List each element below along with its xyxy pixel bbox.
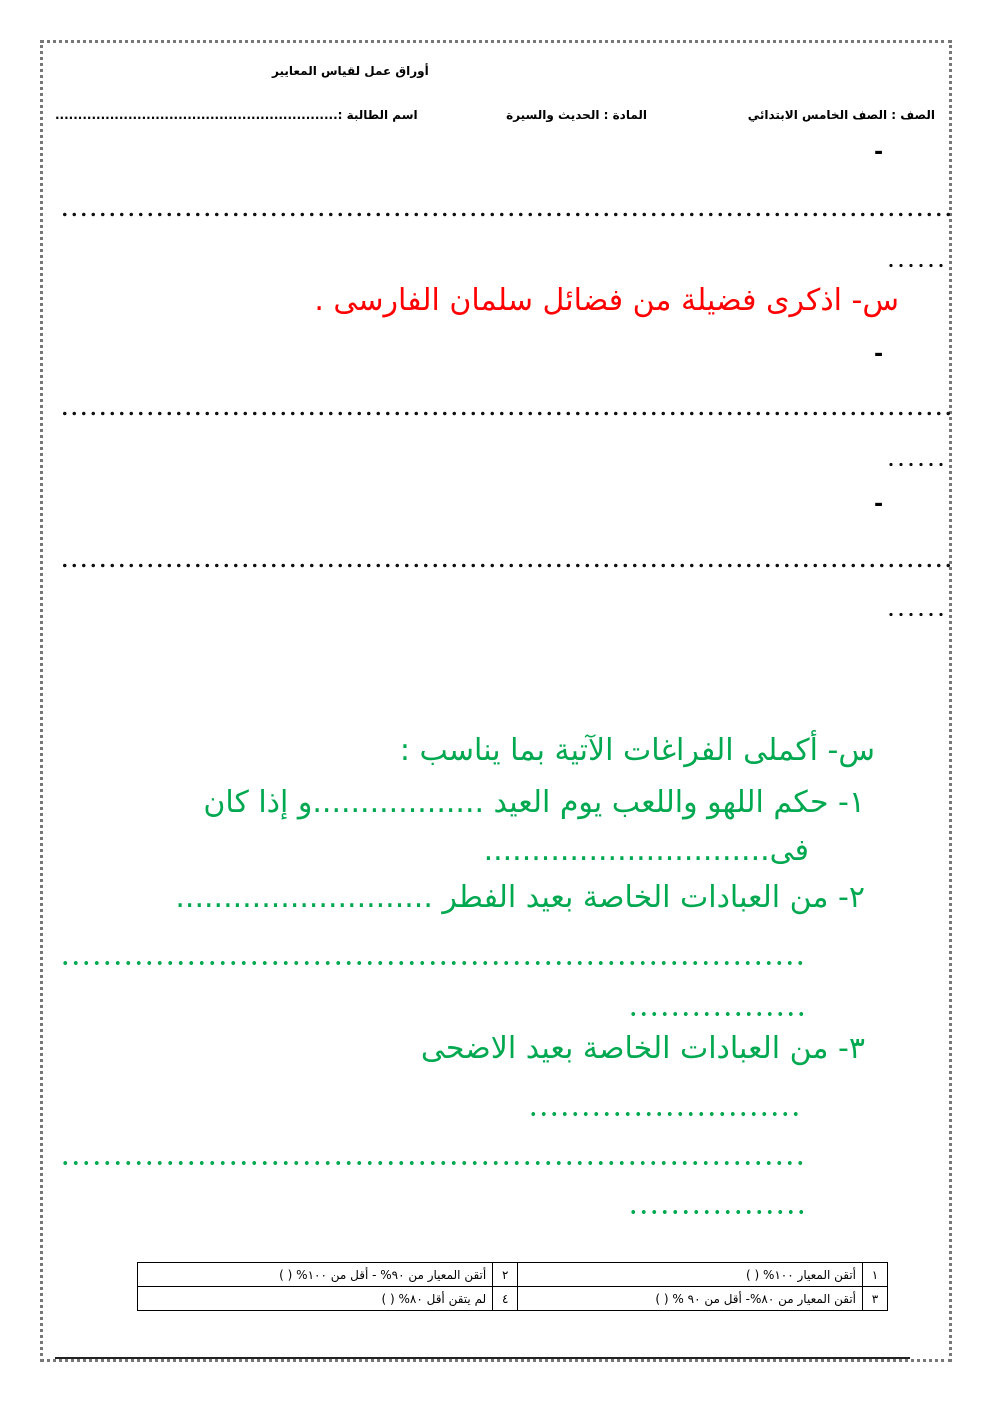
question-salman: س- اذكرى فضيلة من فضائل سلمان الفارسى . xyxy=(314,283,899,318)
table-row xyxy=(138,1287,888,1311)
blank-dotted-line[interactable] xyxy=(60,960,805,966)
blank-item-1: ١- حكم اللهو واللعب يوم العيد ..................و إذا كان xyxy=(203,785,865,820)
answer-dotted-line-short[interactable] xyxy=(886,462,948,467)
criteria-text: لم يتقن أقل ٨٠% ( ) xyxy=(138,1287,493,1311)
answer-dotted-line[interactable] xyxy=(60,212,950,217)
table-row xyxy=(138,1263,888,1287)
blank-item-2: ٢- من العبادات الخاصة بعيد الفطر ........................... xyxy=(175,880,865,915)
blank-dotted-line-short[interactable] xyxy=(628,1011,804,1017)
criteria-text: أتقن المعيار ١٠٠% ( ) xyxy=(518,1263,863,1287)
blank-dotted-line-short[interactable] xyxy=(628,1209,804,1215)
criteria-table xyxy=(137,1262,888,1311)
question-fill-blanks: س- أكملى الفراغات الآتية بما يناسب : xyxy=(399,733,875,768)
answer-dotted-line[interactable] xyxy=(60,563,950,568)
grade-label: الصف : الصف الخامس الابتدائي xyxy=(747,108,935,122)
criteria-number: ٣ xyxy=(863,1287,888,1311)
bottom-rule xyxy=(55,1357,910,1359)
blank-dotted-line-short[interactable] xyxy=(528,1111,804,1117)
criteria-number: ٢ xyxy=(493,1263,518,1287)
blank-dotted-line[interactable] xyxy=(60,1160,805,1166)
answer-bullet: - xyxy=(874,492,884,517)
criteria-text: أتقن المعيار من ٩٠% - أقل من ١٠٠% ( ) xyxy=(138,1263,493,1287)
answer-dotted-line-short[interactable] xyxy=(886,612,948,617)
answer-dotted-line-short[interactable] xyxy=(886,263,948,268)
answer-bullet: - xyxy=(874,140,884,165)
criteria-number: ١ xyxy=(863,1263,888,1287)
student-name-field[interactable]: اسم الطالبة :.............................................................. xyxy=(55,108,418,122)
worksheet-title: أوراق عمل لقياس المعايير xyxy=(272,64,429,78)
criteria-number: ٤ xyxy=(493,1287,518,1311)
subject-label: المادة : الحديث والسيرة xyxy=(506,108,647,122)
blank-item-1-continued: فى.............................. xyxy=(483,833,809,868)
criteria-text: أتقن المعيار من ٨٠%- أقل من ٩٠ % ( ) xyxy=(518,1287,863,1311)
answer-bullet: - xyxy=(874,342,884,367)
answer-dotted-line[interactable] xyxy=(60,411,950,416)
blank-item-3: ٣- من العبادات الخاصة بعيد الاضحى xyxy=(420,1031,865,1066)
